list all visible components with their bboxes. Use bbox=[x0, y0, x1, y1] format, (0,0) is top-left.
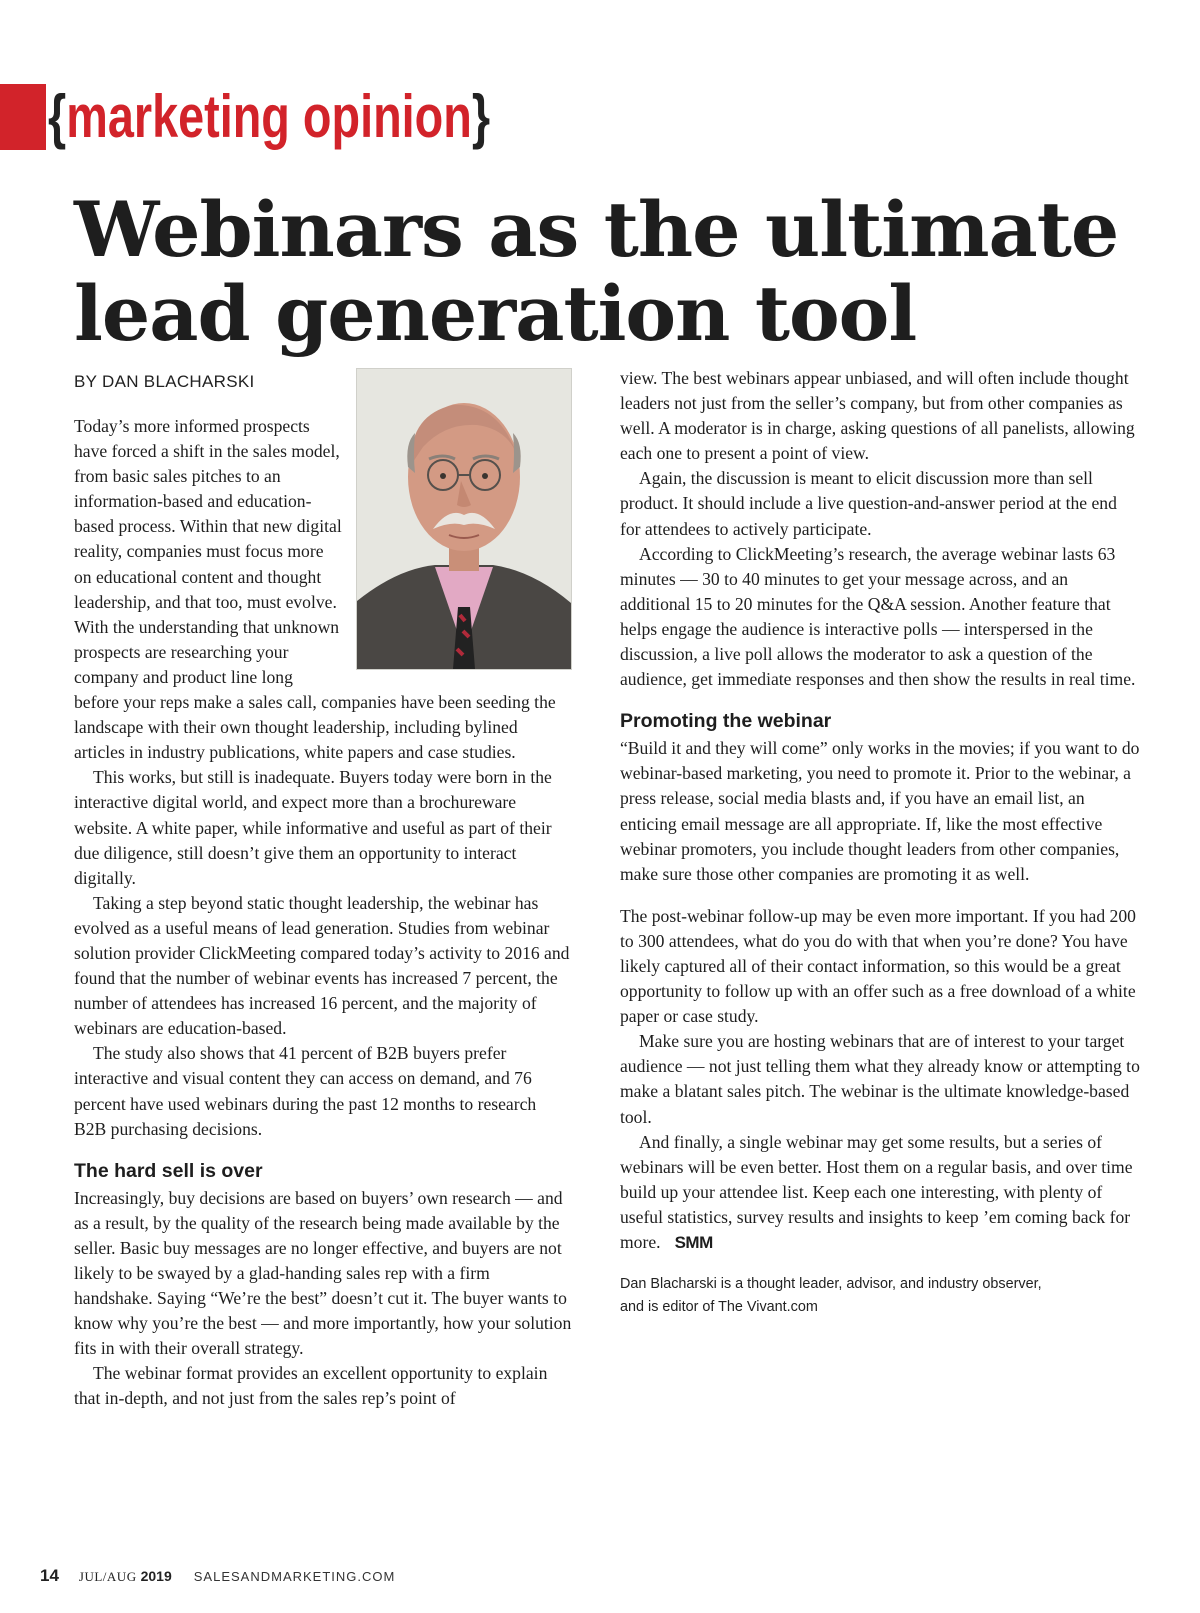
paragraph: Make sure you are hosting webinars that are of interest to your target audience — not just telling them what they already know or attempting to make a blatant sales pitch. The webinar is the ultimate knowledge-based tool. bbox=[620, 1031, 1140, 1127]
page-footer bbox=[40, 1566, 395, 1586]
subhead-promoting: Promoting the webinar bbox=[620, 710, 832, 733]
paragraph: Taking a step beyond static thought leadership, the webinar has evolved as a useful means of lead generation. Studies from webinar solution provider ClickMeeting compared today’s activity to 2016 and found that the number of webinar events has increased 7 percent, the number of attendees has increased 16 percent, and the majority of webinars are education-based. bbox=[74, 892, 570, 1039]
article-title: Webinars as the ultimate lead generation tool bbox=[74, 185, 1119, 358]
brace-close: } bbox=[471, 83, 491, 150]
paragraph: Today’s more informed prospects have forced a shift in the sales model, from basic sales pitches to an information-based and education-based process. Within that new digital reality, companies must focus more on educational content and thought leadership, and that too, must evolve. With the understanding that unknown prospects are researching your company and product line long before your reps make a sales call, companies have been seeding the landscape with their own thought leadership, including bylined articles in industry publications, white papers and case studies. bbox=[74, 416, 556, 763]
site-url: SALESANDMARKETING.COM bbox=[193, 1569, 396, 1584]
paragraph: Increasingly, buy decisions are based on buyers’ own research — and as a result, by the quality of the research being made available by the seller. Basic buy messages are no longer effective, and buyers are not likely to be swayed by a glad-handing sales rep with a firm handshake. Saying “We’re the best” doesn’t cut it. The buyer wants to know why you’re the best — and more importantly, how your solution fits in with their overall strategy. bbox=[74, 1187, 572, 1359]
issue-month: JUL/AUG bbox=[78, 1569, 137, 1584]
paragraph: The study also shows that 41 percent of B2B buyers prefer interactive and visual content they can access on demand, and 76 percent have used webinars during the past 12 months to research B2B purchasing decisions. bbox=[74, 1043, 537, 1139]
paragraph: The webinar format provides an excellent opportunity to explain that in-depth, and not just from the sales rep’s point of bbox=[74, 1363, 548, 1409]
author-bio bbox=[620, 1273, 1100, 1319]
subhead-hard-sell: The hard sell is over bbox=[74, 1159, 263, 1182]
right-column bbox=[620, 366, 1140, 1319]
issue-year: 2019 bbox=[140, 1568, 172, 1584]
byline: BY DAN BLACHARSKI bbox=[74, 372, 255, 391]
smm-end-mark: SMM bbox=[674, 1233, 713, 1252]
section-label-text: marketing opinion bbox=[66, 83, 472, 150]
paragraph: This works, but still is inadequate. Buyers today were born in the interactive digital world, and expect more than a brochureware website. A white paper, while informative and useful as part of their due diligence, still doesn’t give them an opportunity to interact digitally. bbox=[74, 767, 552, 888]
brace-open: { bbox=[48, 83, 67, 150]
paragraph: view. The best webinars appear unbiased, and will often include thought leaders not just from the seller’s company, but from other companies as well. A moderator is in charge, asking questions of all panelists, allowing each one to present a point of view. bbox=[620, 368, 1135, 464]
section-accent-bar bbox=[0, 84, 46, 150]
page-number: 14 bbox=[40, 1566, 59, 1585]
left-column bbox=[74, 414, 572, 1412]
author-bio-line: Dan Blacharski is a thought leader, advisor, and industry observer, bbox=[620, 1276, 1042, 1293]
paragraph: “Build it and they will come” only works in the movies; if you want to do webinar-based marketing, you need to promote it. Prior to the webinar, a press release, social media blasts and, if you have an email list, an enticing email message are all appropriate. If, like the most effective webinar promoters, you include thought leaders from other companies, make sure those other companies are promoting it as well. bbox=[620, 738, 1140, 884]
paragraph-text: And finally, a single webinar may get some results, but a series of webinars will be even better. Host them on a regular basis, and over time build up your attendee list. Keep each one interesting, with plenty of useful statistics, survey results and insights to keep ’em coming back for more. bbox=[620, 1131, 1133, 1252]
paragraph: The post-webinar follow-up may be even more important. If you had 200 to 300 attendees, what do you do with that when you’re done? You have likely captured all of their contact information, so this would be a great opportunity to follow up with an offer such as a free download of a white paper or case study. bbox=[620, 905, 1136, 1027]
author-portrait-image bbox=[357, 369, 571, 669]
paragraph bbox=[620, 1130, 1140, 1255]
section-label bbox=[48, 78, 490, 156]
paragraph: Again, the discussion is meant to elicit discussion more than sell product. It should include a live question-and-answer period at the end for attendees to actively participate. bbox=[620, 468, 1117, 539]
author-bio-line: and is editor of The Vivant.com bbox=[620, 1299, 818, 1316]
paragraph: According to ClickMeeting’s research, the average webinar lasts 63 minutes — 30 to 40 minutes to get your message across, and an additional 15 to 20 minutes for the Q&A session. Another feature that helps engage the audience is interactive polls — interspersed in the discussion, a live poll allows the moderator to ask a question of the audience, get immediate responses and then show the results in real time. bbox=[620, 543, 1136, 690]
author-photo bbox=[356, 368, 572, 670]
